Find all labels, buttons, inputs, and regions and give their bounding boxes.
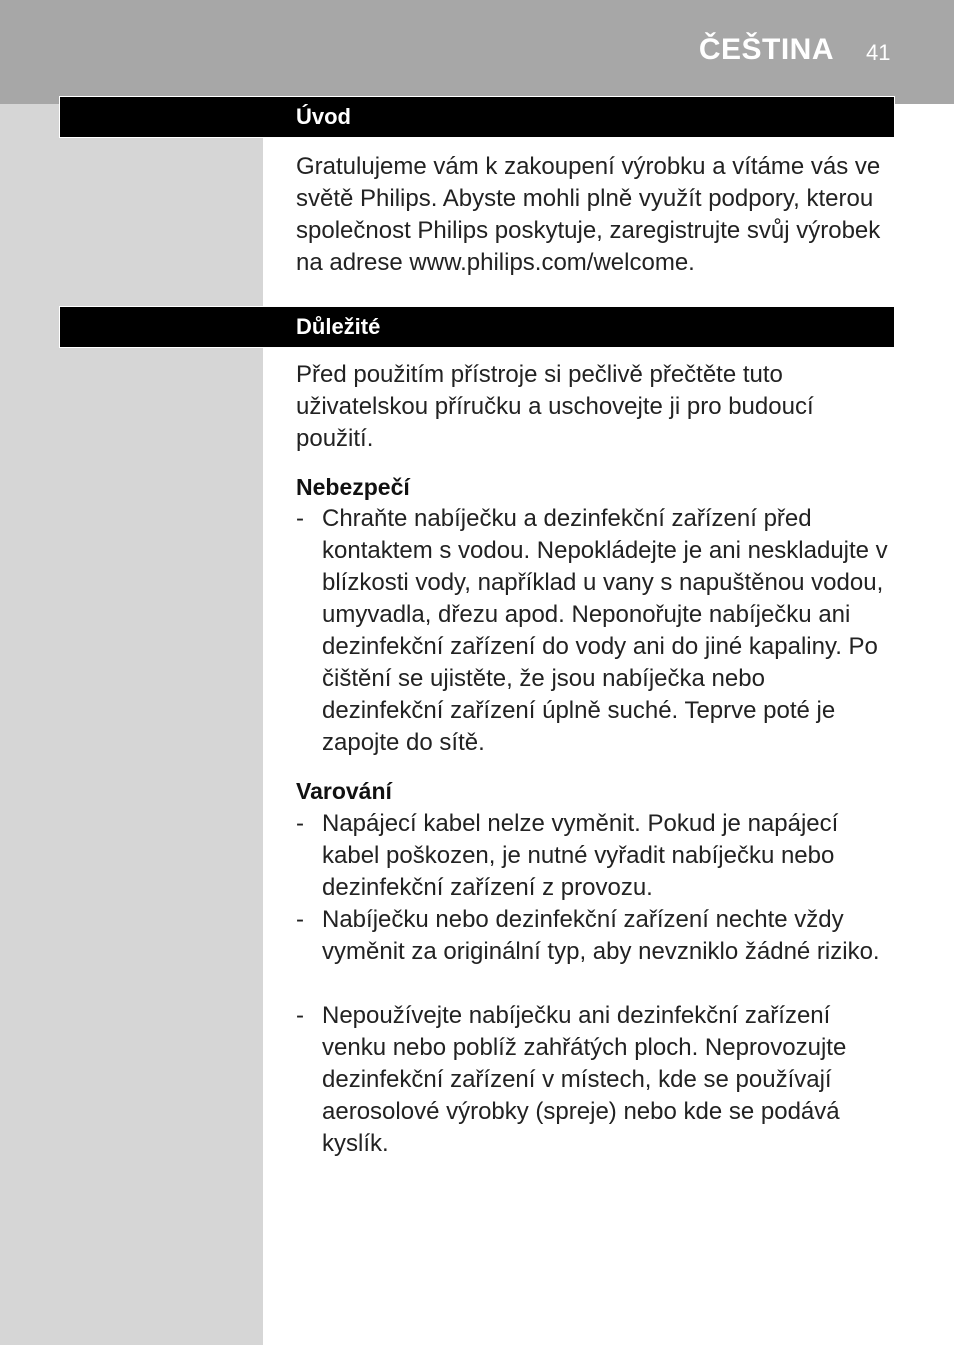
section-heading-important: Důležité: [296, 314, 381, 339]
section-heading-bar-important: [59, 306, 895, 348]
important-intro-paragraph: Před použitím přístroje si pečlivě přečtěte tuto uživatelskou příručku a uschovejte ji pro budoucí použití.: [296, 361, 814, 452]
warning-heading: Varování: [296, 778, 392, 804]
bullet-text: Napájecí kabel nelze vyměnit. Pokud je napájecí kabel poškozen, je nutné vyřadit nabíječku nebo dezinfekční zařízení z provozu.: [322, 810, 839, 901]
bullet-dash: -: [296, 505, 304, 532]
bullet-dash: -: [296, 1002, 304, 1029]
bullet-text: Nepoužívejte nabíječku ani dezinfekční zařízení venku nebo poblíž zahřátých ploch. Neprovozujte dezinfekční zařízení v místech, kde se používají aerosolové výrobky (spreje) nebo kde se podává kyslík.: [322, 1002, 847, 1157]
bullet-text: Chraňte nabíječku a dezinfekční zařízení před kontaktem s vodou. Nepokládejte je ani neskladujte v blízkosti vody, například u vany s napuštěnou vodou, umyvadla, dřezu apod. Neponořujte nabíječku ani dezinfekční zařízení do vody ani do jiné kapaliny. Po čištění se ujistěte, že jsou nabíječka nebo dezinfekční zařízení úplně suché. Teprve poté je zapojte do sítě.: [322, 505, 888, 756]
side-margin-panel: [0, 104, 263, 1345]
danger-heading: Nebezpečí: [296, 474, 410, 500]
language-title: ČEŠTINA: [698, 33, 834, 66]
intro-paragraph: Gratulujeme vám k zakoupení výrobku a vítáme vás ve světě Philips. Abyste mohli plně využít podpory, kterou společnost Philips poskytuje, zaregistrujte svůj výrobek na adrese www.philips.com/welcome.: [296, 153, 881, 276]
bullet-dash: -: [296, 810, 304, 837]
page-number: 41: [866, 40, 891, 65]
section-heading-bar-intro: [59, 96, 895, 138]
header-band: [0, 0, 954, 104]
bullet-text: Nabíječku nebo dezinfekční zařízení nechte vždy vyměnit za originální typ, aby nevzniklo žádné riziko.: [322, 906, 880, 965]
section-heading-intro: Úvod: [296, 104, 351, 129]
bullet-dash: -: [296, 906, 304, 933]
